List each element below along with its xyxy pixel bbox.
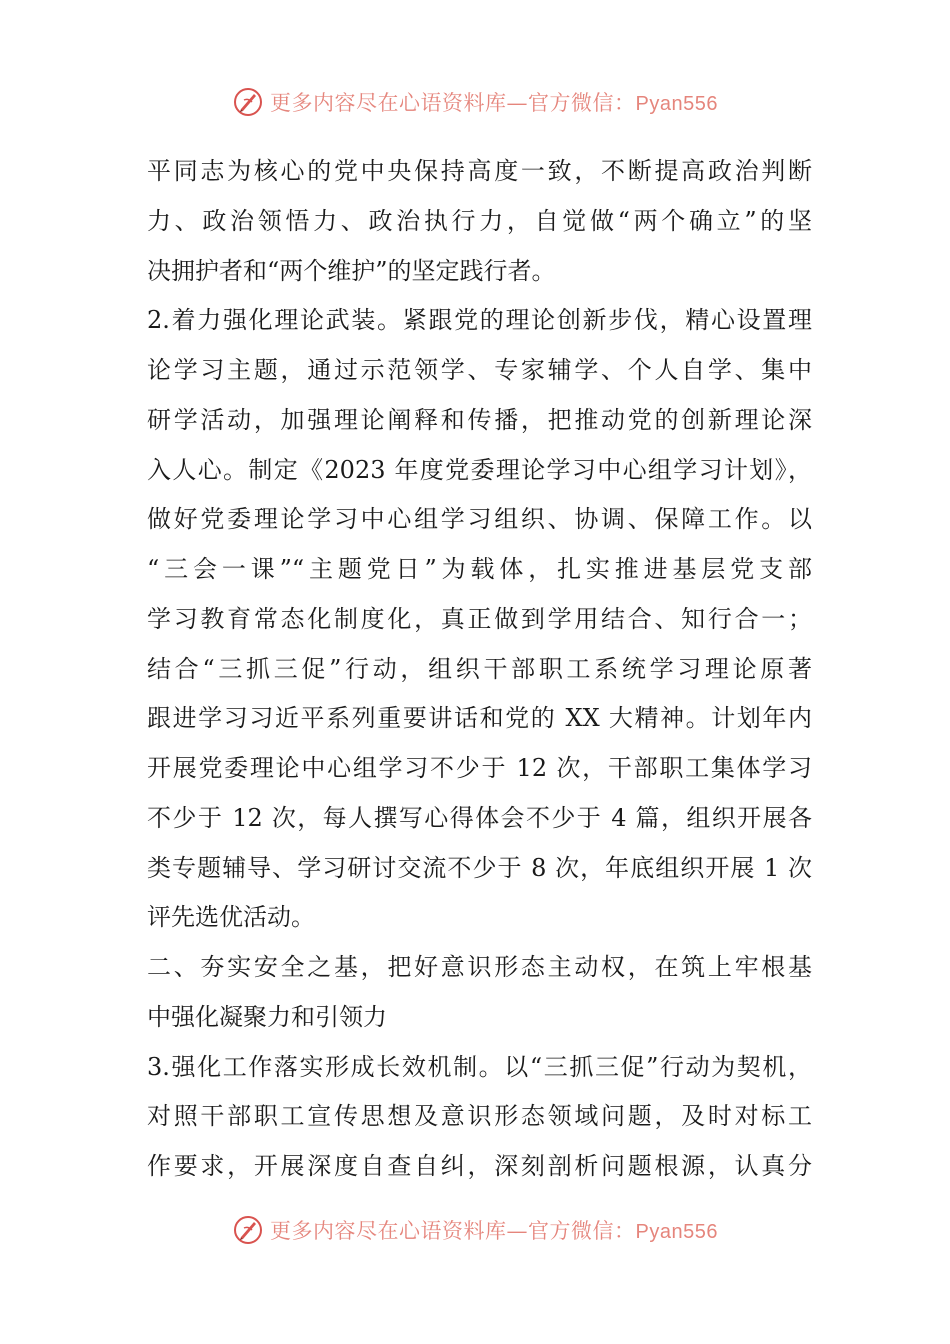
text-line: 开展党委理论中心组学习不少于 12 次，干部职工集体学习	[147, 754, 812, 782]
text-line: 对照干部职工宣传思想及意识形态领域问题，及时对标工	[147, 1102, 812, 1131]
text-line: 研学活动，加强理论阐释和传播，把推动党的创新理论深	[147, 405, 812, 434]
text-line: 作要求，开展深度自查自纠，深刻剖析问题根源，认真分	[147, 1152, 812, 1180]
watermark-text: 更多内容尽在心语资料库—官方微信：Pyan556	[270, 1219, 718, 1243]
text-line: 评先选优活动。	[147, 903, 315, 932]
header-watermark	[0, 84, 950, 120]
text-line: “三会一课”“主题党日”为载体，扎实推进基层党支部	[147, 555, 812, 583]
text-line: 跟进学习习近平系列重要讲话和党的 XX 大精神。计划年内	[147, 704, 812, 733]
quill-seal-icon	[232, 86, 264, 118]
quill-seal-icon	[232, 1214, 264, 1246]
text-line: 论学习主题，通过示范领学、专家辅学、个人自学、集中	[147, 356, 812, 384]
text-line: 中强化凝聚力和引领力	[147, 1002, 387, 1031]
watermark-text: 更多内容尽在心语资料库—官方微信：Pyan556	[270, 91, 718, 115]
text-line: 力、政治领悟力、政治执行力，自觉做“两个确立”的坚	[147, 206, 812, 235]
text-line: 二、夯实安全之基，把好意识形态主动权，在筑上牢根基	[147, 953, 812, 981]
text-line: 入人心。制定《2023 年度党委理论学习中心组学习计划》，	[147, 455, 812, 484]
text-line: 学习教育常态化制度化，真正做到学用结合、知行合一；	[147, 604, 812, 633]
text-line: 2.着力强化理论武装。紧跟党的理论创新步伐，精心设置理	[147, 306, 812, 335]
text-line: 平同志为核心的党中央保持高度一致，不断提高政治判断	[147, 157, 812, 185]
text-line: 做好党委理论学习中心组学习组织、协调、保障工作。以	[147, 505, 812, 534]
text-line: 结合“三抓三促”行动，组织干部职工系统学习理论原著	[147, 654, 812, 683]
footer-watermark	[0, 1212, 950, 1248]
text-line: 类专题辅导、学习研讨交流不少于 8 次，年底组织开展 1 次	[147, 853, 812, 882]
document-body	[147, 147, 812, 1192]
text-line: 3.强化工作落实形成长效机制。以“三抓三促”行动为契机，	[147, 1052, 812, 1081]
text-line: 决拥护者和“两个维护”的坚定践行者。	[147, 256, 556, 285]
text-line: 不少于 12 次，每人撰写心得体会不少于 4 篇，组织开展各	[147, 803, 812, 832]
